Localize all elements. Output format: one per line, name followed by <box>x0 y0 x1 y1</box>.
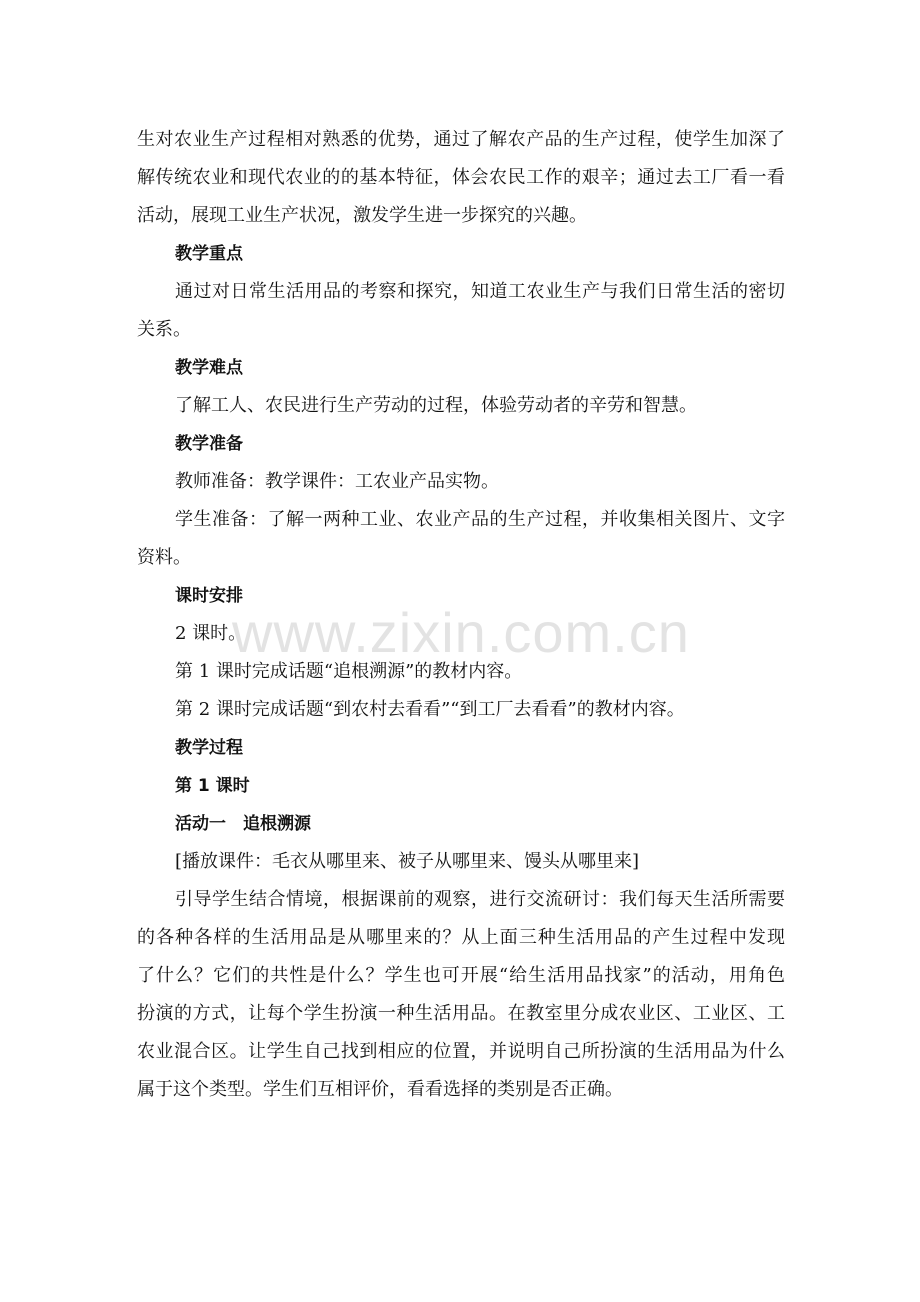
paragraph-line: 扮演的方式，让每个学生扮演一种生活用品。在教室里分成农业区、工业区、工 <box>137 1003 785 1024</box>
heading-teaching-focus: 教学重点 <box>175 244 243 264</box>
heading-teaching-preparation: 教学准备 <box>175 434 243 454</box>
paragraph-line: 2 课时。 <box>175 623 247 644</box>
paragraph-line: 属于这个类型。学生们互相评价，看看选择的类别是否正确。 <box>137 1079 623 1100</box>
heading-activity-one: 活动一 追根溯源 <box>175 814 311 834</box>
watermark: www.zixin.com.cn <box>232 601 690 664</box>
paragraph-line: 学生准备：了解一两种工业、农业产品的生产过程，并收集相关图片、文字 <box>175 509 785 530</box>
paragraph-line: 解传统农业和现代农业的的基本特征，体会农民工作的艰辛；通过去工厂看一看 <box>137 167 785 188</box>
paragraph-line: 第 2 课时完成话题“到农村去看看”“到工厂去看看”的教材内容。 <box>175 699 685 720</box>
paragraph-line: 通过对日常生活用品的考察和探究，知道工农业生产与我们日常生活的密切 <box>175 281 785 302</box>
paragraph-line: 引导学生结合情境，根据课前的观察，进行交流研讨：我们每天生活所需要 <box>175 889 785 910</box>
document-page <box>137 121 785 1109</box>
paragraph-line: 了解工人、农民进行生产劳动的过程，体验劳动者的辛劳和智慧。 <box>175 395 697 416</box>
paragraph-line: 的各种各样的生活用品是从哪里来的？从上面三种生活用品的产生过程中发现 <box>137 927 785 948</box>
paragraph-line: 了什么？它们的共性是什么？学生也可开展“给生活用品找家”的活动，用角色 <box>137 965 785 986</box>
heading-teaching-process: 教学过程 <box>175 738 243 758</box>
paragraph-line: 活动，展现工业生产状况，激发学生进一步探究的兴趣。 <box>137 205 587 226</box>
heading-lesson-one: 第 1 课时 <box>175 776 250 796</box>
heading-class-schedule: 课时安排 <box>175 586 243 606</box>
paragraph-line: 农业混合区。让学生自己找到相应的位置，并说明自己所扮演的生活用品为什么 <box>137 1041 785 1062</box>
paragraph-line: 资料。 <box>137 547 191 568</box>
paragraph-line: [播放课件：毛衣从哪里来、被子从哪里来、馒头从哪里来] <box>175 851 640 872</box>
paragraph-line: 第 1 课时完成话题“追根溯源”的教材内容。 <box>175 661 523 682</box>
paragraph-line: 教师准备：教学课件：工农业产品实物。 <box>175 471 499 492</box>
heading-teaching-difficulty: 教学难点 <box>175 358 243 378</box>
paragraph-line: 生对农业生产过程相对熟悉的优势，通过了解农产品的生产过程，使学生加深了 <box>137 129 785 150</box>
paragraph-line: 关系。 <box>137 319 191 340</box>
